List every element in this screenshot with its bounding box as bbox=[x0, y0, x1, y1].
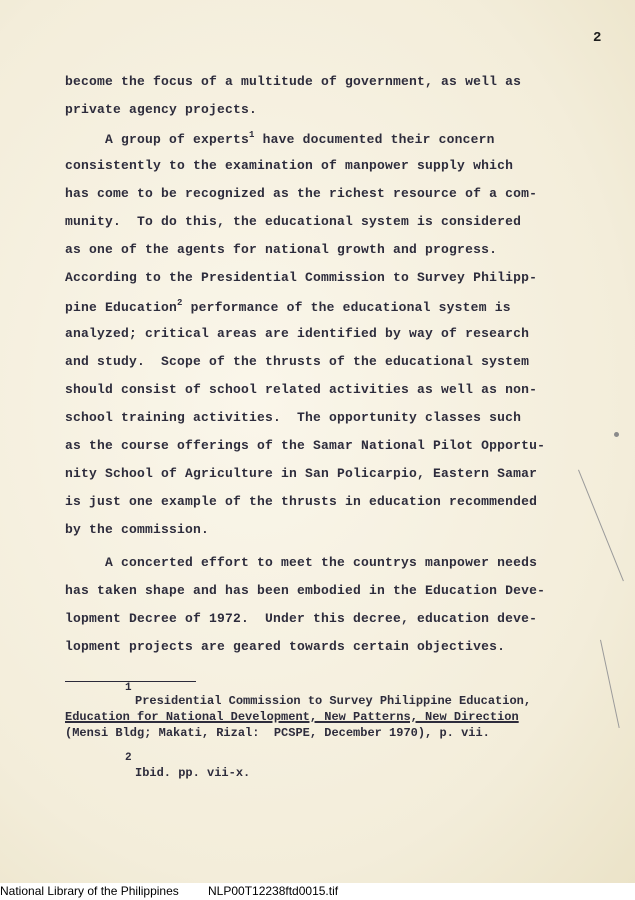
pencil-stroke bbox=[600, 640, 620, 728]
body-line: school training activities. The opportunity classes such bbox=[65, 410, 522, 425]
footnote-1-line: Presidential Commission to Survey Philippine Education, bbox=[135, 694, 532, 708]
body-line: is just one example of the thrusts in education recommended bbox=[65, 494, 538, 509]
text-run: performance of the educational system is bbox=[182, 300, 511, 315]
body-line: should consist of school related activities as well as non- bbox=[65, 382, 538, 397]
footnote-2-mark: 2 bbox=[125, 752, 132, 764]
text-run: A group of experts bbox=[65, 132, 250, 147]
body-line: According to the Presidential Commission to Survey Philipp- bbox=[65, 270, 538, 285]
text-run: pine Education bbox=[65, 300, 178, 315]
body-line bbox=[65, 130, 495, 147]
body-line: A concerted effort to meet the countrys manpower needs bbox=[65, 555, 538, 570]
body-line: analyzed; critical areas are identified by way of research bbox=[65, 326, 530, 341]
body-line: munity. To do this, the educational system is considered bbox=[65, 214, 522, 229]
footnote-1-title: Education for National Development, New Patterns, New Direction bbox=[65, 710, 519, 724]
body-line: nity School of Agriculture in San Policarpio, Eastern Samar bbox=[65, 466, 538, 481]
body-line: consistently to the examination of manpower supply which bbox=[65, 158, 514, 173]
body-line: as one of the agents for national growth and progress. bbox=[65, 242, 498, 257]
body-line: has come to be recognized as the richest resource of a com- bbox=[65, 186, 538, 201]
footnote-2-line: Ibid. pp. vii-x. bbox=[135, 766, 251, 780]
footer-filename: NLP00T12238ftd0015.tif bbox=[208, 884, 339, 898]
body-line bbox=[65, 298, 511, 315]
body-line: and study. Scope of the thrusts of the educational system bbox=[65, 354, 530, 369]
footnote-1-mark: 1 bbox=[125, 682, 132, 694]
pencil-stroke bbox=[578, 470, 624, 582]
footer-library-name: National Library of the Philippines bbox=[0, 884, 179, 898]
scan-footer bbox=[0, 883, 635, 900]
body-line: by the commission. bbox=[65, 522, 210, 537]
body-line: as the course offerings of the Samar National Pilot Opportu- bbox=[65, 438, 546, 453]
body-line: lopment Decree of 1972. Under this decree, education deve- bbox=[65, 611, 538, 626]
body-line: become the focus of a multitude of government, as well as bbox=[65, 74, 522, 89]
footnote-ref-1: 1 bbox=[249, 130, 255, 140]
body-line: private agency projects. bbox=[65, 102, 258, 117]
body-line: has taken shape and has been embodied in the Education Deve- bbox=[65, 583, 546, 598]
page-number: 2 bbox=[593, 30, 602, 46]
footnote-ref-2: 2 bbox=[177, 298, 183, 308]
scan-speck bbox=[614, 432, 619, 437]
footnote-1-line: (Mensi Bldg; Makati, Rizal: PCSPE, December 1970), p. vii. bbox=[65, 726, 490, 740]
body-line: lopment projects are geared towards certain objectives. bbox=[65, 639, 506, 654]
text-run: have documented their concern bbox=[254, 132, 495, 147]
